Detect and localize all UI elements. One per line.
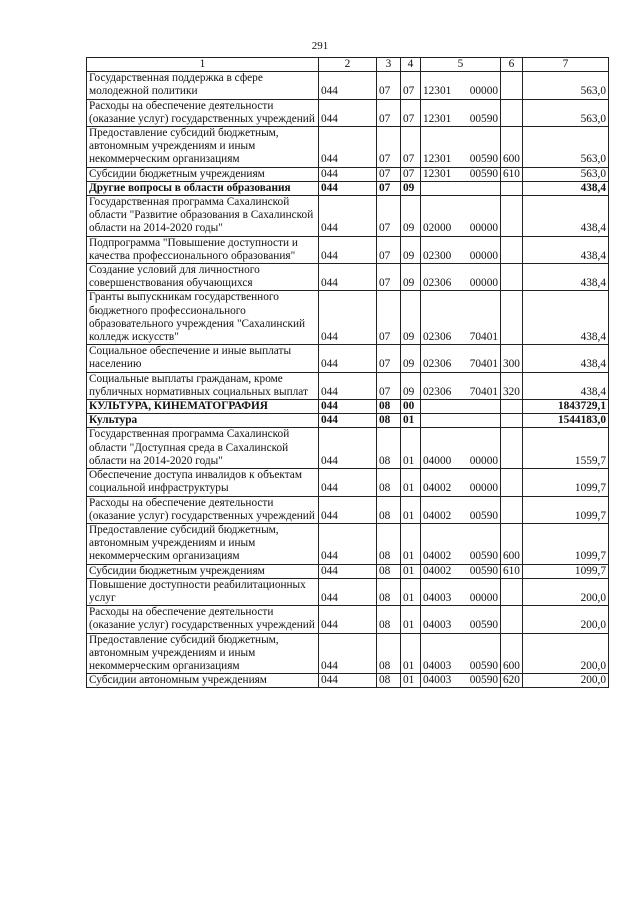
- row-section: 07: [377, 196, 401, 237]
- row-target-article: [421, 196, 501, 237]
- row-target-article: [421, 428, 501, 469]
- table-row: [87, 167, 609, 181]
- row-amount: 438,4: [523, 372, 609, 399]
- row-section: 07: [377, 99, 401, 126]
- row-ministry-code: 044: [319, 196, 377, 237]
- row-name: КУЛЬТУРА, КИНЕМАТОГРАФИЯ: [87, 400, 319, 414]
- row-subsection: 07: [401, 72, 421, 99]
- table-row: [87, 578, 609, 605]
- row-ministry-code: 044: [319, 400, 377, 414]
- row-subsection: 01: [401, 606, 421, 633]
- row-name: Социальные выплаты гражданам, кроме публичных нормативных социальных выплат: [87, 372, 319, 399]
- row-expense-type: [501, 99, 523, 126]
- row-subsection: 09: [401, 264, 421, 291]
- row-section: 07: [377, 236, 401, 263]
- row-target-article: [421, 400, 501, 414]
- row-ministry-code: 044: [319, 127, 377, 168]
- table-row: [87, 181, 609, 195]
- header-cell: 5: [421, 58, 501, 72]
- row-target-article: [421, 606, 501, 633]
- table-row: [87, 674, 609, 688]
- table-row: [87, 345, 609, 372]
- target-article-program: 04002: [423, 509, 452, 522]
- header-cell: 1: [87, 58, 319, 72]
- row-expense-type: 300: [501, 345, 523, 372]
- header-cell: 4: [401, 58, 421, 72]
- target-article-program: 02300: [423, 249, 452, 262]
- target-article-direction: 70401: [469, 358, 498, 371]
- row-ministry-code: 044: [319, 564, 377, 578]
- row-ministry-code: 044: [319, 414, 377, 428]
- row-ministry-code: 044: [319, 236, 377, 263]
- row-name: Обеспечение доступа инвалидов к объектам социальной инфраструктуры: [87, 469, 319, 496]
- row-expense-type: [501, 236, 523, 263]
- row-section: 07: [377, 291, 401, 345]
- row-name: Предоставление субсидий бюджетным, автономным учреждениям и иным некоммерческим организациям: [87, 523, 319, 564]
- header-cell: 6: [501, 58, 523, 72]
- row-expense-type: [501, 291, 523, 345]
- row-ministry-code: 044: [319, 469, 377, 496]
- target-article-direction: 00590: [469, 509, 498, 522]
- row-amount: 200,0: [523, 633, 609, 674]
- target-article-direction: 00590: [469, 153, 498, 166]
- row-ministry-code: 044: [319, 372, 377, 399]
- row-target-article: [421, 633, 501, 674]
- row-expense-type: [501, 264, 523, 291]
- row-amount: 438,4: [523, 196, 609, 237]
- row-amount: 1099,7: [523, 523, 609, 564]
- row-target-article: [421, 236, 501, 263]
- row-section: 07: [377, 167, 401, 181]
- target-article-program: 04003: [423, 591, 452, 604]
- row-section: 08: [377, 578, 401, 605]
- row-subsection: 07: [401, 127, 421, 168]
- row-ministry-code: 044: [319, 345, 377, 372]
- row-subsection: 01: [401, 564, 421, 578]
- header-cell: 3: [377, 58, 401, 72]
- row-amount: 438,4: [523, 345, 609, 372]
- target-article-program: 04003: [423, 619, 452, 632]
- table-row: [87, 99, 609, 126]
- row-section: 08: [377, 564, 401, 578]
- row-subsection: 01: [401, 469, 421, 496]
- row-name: Расходы на обеспечение деятельности (оказание услуг) государственных учреждений: [87, 99, 319, 126]
- row-ministry-code: 044: [319, 291, 377, 345]
- row-target-article: [421, 674, 501, 688]
- target-article-direction: 00000: [469, 591, 498, 604]
- target-article-direction: 00590: [469, 619, 498, 632]
- row-expense-type: 600: [501, 633, 523, 674]
- row-name: Предоставление субсидий бюджетным, автономным учреждениям и иным некоммерческим организациям: [87, 127, 319, 168]
- row-section: 08: [377, 606, 401, 633]
- row-subsection: 00: [401, 400, 421, 414]
- row-expense-type: [501, 428, 523, 469]
- row-name: Государственная поддержка в сфере молодежной политики: [87, 72, 319, 99]
- table-row: [87, 564, 609, 578]
- row-amount: 563,0: [523, 72, 609, 99]
- row-target-article: [421, 181, 501, 195]
- row-expense-type: [501, 400, 523, 414]
- row-expense-type: 610: [501, 167, 523, 181]
- row-subsection: 09: [401, 181, 421, 195]
- target-article-program: 02306: [423, 385, 452, 398]
- target-article-program: 04003: [423, 674, 452, 687]
- row-expense-type: [501, 606, 523, 633]
- row-expense-type: 620: [501, 674, 523, 688]
- row-section: 08: [377, 414, 401, 428]
- row-amount: 200,0: [523, 578, 609, 605]
- row-section: 08: [377, 428, 401, 469]
- row-amount: 563,0: [523, 99, 609, 126]
- row-amount: 1559,7: [523, 428, 609, 469]
- table-row: [87, 496, 609, 523]
- row-subsection: 01: [401, 578, 421, 605]
- row-expense-type: 320: [501, 372, 523, 399]
- row-target-article: [421, 469, 501, 496]
- table-row: [87, 72, 609, 99]
- row-ministry-code: 044: [319, 674, 377, 688]
- row-name: Субсидии бюджетным учреждениям: [87, 564, 319, 578]
- row-target-article: [421, 127, 501, 168]
- row-target-article: [421, 345, 501, 372]
- row-expense-type: 610: [501, 564, 523, 578]
- row-name: Субсидии автономным учреждениям: [87, 674, 319, 688]
- row-name: Государственная программа Сахалинской области "Развитие образования в Сахалинской области на 2014-2020 годы": [87, 196, 319, 237]
- row-target-article: [421, 291, 501, 345]
- row-name: Социальное обеспечение и иные выплаты населению: [87, 345, 319, 372]
- row-section: 08: [377, 674, 401, 688]
- row-section: 07: [377, 127, 401, 168]
- row-ministry-code: 044: [319, 181, 377, 195]
- page-number: 291: [311, 40, 329, 52]
- target-article-direction: 00000: [469, 222, 498, 235]
- table-row: [87, 236, 609, 263]
- target-article-direction: 00000: [469, 454, 498, 467]
- row-amount: 200,0: [523, 674, 609, 688]
- target-article-direction: 00590: [469, 550, 498, 563]
- row-target-article: [421, 264, 501, 291]
- row-amount: 1099,7: [523, 469, 609, 496]
- row-target-article: [421, 496, 501, 523]
- target-article-direction: 00000: [469, 85, 498, 98]
- row-name: Гранты выпускникам государственного бюджетного профессионального образовательного учреждения "Сахалинский колледж искусств": [87, 291, 319, 345]
- row-amount: 438,4: [523, 236, 609, 263]
- row-subsection: 01: [401, 428, 421, 469]
- target-article-direction: 00000: [469, 277, 498, 290]
- row-target-article: [421, 578, 501, 605]
- row-target-article: [421, 414, 501, 428]
- row-expense-type: [501, 578, 523, 605]
- row-target-article: [421, 72, 501, 99]
- row-amount: 438,4: [523, 264, 609, 291]
- target-article-direction: 00590: [469, 674, 498, 687]
- row-name: Предоставление субсидий бюджетным, автономным учреждениям и иным некоммерческим организациям: [87, 633, 319, 674]
- row-subsection: 09: [401, 236, 421, 263]
- row-subsection: 01: [401, 523, 421, 564]
- row-section: 08: [377, 469, 401, 496]
- row-subsection: 01: [401, 674, 421, 688]
- row-name: Государственная программа Сахалинской области "Доступная среда в Сахалинской области на 2014-2020 годы": [87, 428, 319, 469]
- table-row: [87, 196, 609, 237]
- target-article-direction: 00590: [469, 564, 498, 577]
- header-row: [87, 58, 609, 72]
- target-article-program: 02306: [423, 331, 452, 344]
- row-section: 07: [377, 72, 401, 99]
- header-cell: 2: [319, 58, 377, 72]
- table-row: [87, 400, 609, 414]
- target-article-direction: 00590: [469, 112, 498, 125]
- row-expense-type: [501, 414, 523, 428]
- row-section: 07: [377, 181, 401, 195]
- table-row: [87, 127, 609, 168]
- table-row: [87, 428, 609, 469]
- table-body: [87, 72, 609, 688]
- row-expense-type: [501, 196, 523, 237]
- target-article-direction: 70401: [469, 385, 498, 398]
- row-name: Повышение доступности реабилитационных услуг: [87, 578, 319, 605]
- row-name: Субсидии бюджетным учреждениям: [87, 167, 319, 181]
- target-article-program: 02306: [423, 277, 452, 290]
- row-target-article: [421, 99, 501, 126]
- row-name: Другие вопросы в области образования: [87, 181, 319, 195]
- row-amount: 1099,7: [523, 564, 609, 578]
- target-article-program: 12301: [423, 153, 452, 166]
- row-name: Создание условий для личностного совершенствования обучающихся: [87, 264, 319, 291]
- row-subsection: 07: [401, 167, 421, 181]
- row-ministry-code: 044: [319, 72, 377, 99]
- table-row: [87, 264, 609, 291]
- row-amount: 438,4: [523, 181, 609, 195]
- row-section: 08: [377, 523, 401, 564]
- row-subsection: 07: [401, 99, 421, 126]
- target-article-program: 04002: [423, 550, 452, 563]
- target-article-program: 12301: [423, 85, 452, 98]
- row-ministry-code: 044: [319, 496, 377, 523]
- row-amount: 1099,7: [523, 496, 609, 523]
- budget-table: [86, 57, 609, 688]
- table-row: [87, 469, 609, 496]
- row-target-article: [421, 372, 501, 399]
- row-target-article: [421, 167, 501, 181]
- table-row: [87, 606, 609, 633]
- table-row: [87, 633, 609, 674]
- row-subsection: 01: [401, 496, 421, 523]
- target-article-program: 02000: [423, 222, 452, 235]
- target-article-program: 12301: [423, 112, 452, 125]
- row-subsection: 09: [401, 345, 421, 372]
- table-row: [87, 414, 609, 428]
- target-article-direction: 00000: [469, 482, 498, 495]
- row-expense-type: [501, 181, 523, 195]
- row-subsection: 01: [401, 414, 421, 428]
- table-row: [87, 523, 609, 564]
- row-subsection: 09: [401, 372, 421, 399]
- row-name: Расходы на обеспечение деятельности (оказание услуг) государственных учреждений: [87, 496, 319, 523]
- table-row: [87, 372, 609, 399]
- target-article-program: 02306: [423, 358, 452, 371]
- target-article-direction: 00590: [469, 659, 498, 672]
- target-article-program: 04000: [423, 454, 452, 467]
- row-name: Расходы на обеспечение деятельности (оказание услуг) государственных учреждений: [87, 606, 319, 633]
- row-section: 07: [377, 372, 401, 399]
- row-section: 08: [377, 496, 401, 523]
- row-ministry-code: 044: [319, 167, 377, 181]
- row-ministry-code: 044: [319, 523, 377, 564]
- row-subsection: 09: [401, 291, 421, 345]
- row-expense-type: [501, 496, 523, 523]
- row-amount: 1544183,0: [523, 414, 609, 428]
- target-article-program: 04002: [423, 564, 452, 577]
- row-ministry-code: 044: [319, 578, 377, 605]
- row-target-article: [421, 564, 501, 578]
- row-ministry-code: 044: [319, 606, 377, 633]
- row-subsection: 01: [401, 633, 421, 674]
- target-article-program: 12301: [423, 167, 452, 180]
- row-ministry-code: 044: [319, 428, 377, 469]
- row-expense-type: 600: [501, 523, 523, 564]
- header-cell: 7: [523, 58, 609, 72]
- target-article-program: 04003: [423, 659, 452, 672]
- row-amount: 438,4: [523, 291, 609, 345]
- row-amount: 1843729,1: [523, 400, 609, 414]
- target-article-program: 04002: [423, 482, 452, 495]
- row-amount: 563,0: [523, 167, 609, 181]
- target-article-direction: 00000: [469, 249, 498, 262]
- row-name: Подпрограмма "Повышение доступности и качества профессионального образования": [87, 236, 319, 263]
- table-row: [87, 291, 609, 345]
- row-amount: 200,0: [523, 606, 609, 633]
- row-section: 07: [377, 264, 401, 291]
- row-subsection: 09: [401, 196, 421, 237]
- row-ministry-code: 044: [319, 633, 377, 674]
- row-ministry-code: 044: [319, 99, 377, 126]
- target-article-direction: 00590: [469, 167, 498, 180]
- row-expense-type: 600: [501, 127, 523, 168]
- row-expense-type: [501, 469, 523, 496]
- row-expense-type: [501, 72, 523, 99]
- row-ministry-code: 044: [319, 264, 377, 291]
- row-section: 08: [377, 400, 401, 414]
- row-target-article: [421, 523, 501, 564]
- row-name: Культура: [87, 414, 319, 428]
- target-article-direction: 70401: [469, 331, 498, 344]
- row-amount: 563,0: [523, 127, 609, 168]
- row-section: 08: [377, 633, 401, 674]
- row-section: 07: [377, 345, 401, 372]
